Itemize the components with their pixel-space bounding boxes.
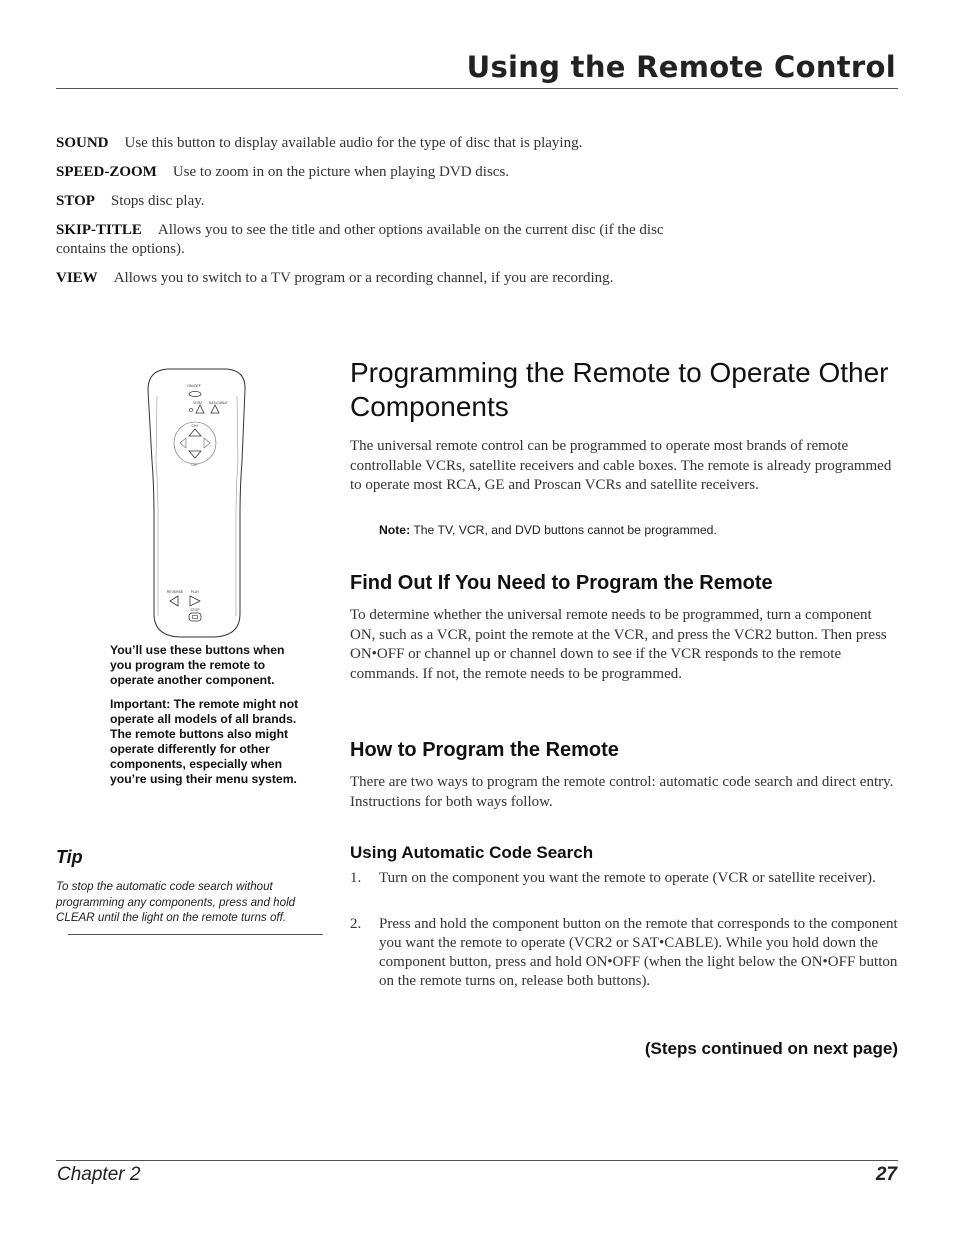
definition-term: VIEW xyxy=(56,270,98,286)
tip-divider xyxy=(68,934,323,935)
step-text: Press and hold the component button on the remote that corresponds to the component you want the remote to operate (VCR2 or SAT•CABLE). While you hold down the component button, press and hold ON•OFF (when the light below the ON•OFF button on the remote turns on, release both buttons). xyxy=(379,916,898,989)
definition-text: Allows you to switch to a TV program or a recording channel, if you are recording. xyxy=(113,270,614,286)
definition-text: Use to zoom in on the picture when playing DVD discs. xyxy=(172,164,510,180)
definition-text: Use this button to display available audio for the type of disc that is playing. xyxy=(124,135,583,151)
definition-term: STOP xyxy=(56,193,95,209)
note-text: The TV, VCR, and DVD buttons cannot be programmed. xyxy=(413,523,717,537)
note-label: Note: xyxy=(379,523,411,537)
definition-term: SOUND xyxy=(56,135,109,151)
remote-label-ch-up: CH+ xyxy=(191,424,199,428)
tip-text: To stop the automatic code search without programming any components, press and hold CLEAR until the light on the remote turns off. xyxy=(56,880,296,924)
how-to-paragraph: There are two ways to program the remote control: automatic code search and direct entry. Instructions for both ways follow. xyxy=(350,774,894,810)
auto-search-heading: Using Automatic Code Search xyxy=(350,843,594,862)
definition-view xyxy=(56,269,736,288)
remote-label-sat-cable: SAT•CABLE xyxy=(209,401,228,405)
find-out-paragraph: To determine whether the universal remote needs to be programmed, turn a component ON, such as a VCR, point the remote at the VCR, and press the VCR2 button. Then press ON•OFF or channel up or channel down to see if the VCR responds to the remote commands. If not, the remote needs to be programmed. xyxy=(350,607,887,682)
important-caption: Important: The remote might not operate all models of all brands. The remote buttons also might operate differently for other components, especially when you’re using their menu system. xyxy=(110,697,299,786)
remote-label-reverse: REVERSE xyxy=(166,590,184,594)
remote-label-vcr2: VCR2 xyxy=(192,401,202,405)
header-divider xyxy=(56,88,898,89)
remote-label-play: PLAY xyxy=(190,590,200,594)
remote-label-ch-down: CH− xyxy=(191,463,199,467)
footer-chapter: Chapter 2 xyxy=(57,1164,141,1185)
page-number: 27 xyxy=(875,1164,897,1185)
definition-speed-zoom xyxy=(56,163,716,182)
definition-text: Allows you to see the title and other options available on the current disc (if the disc contains the options). xyxy=(56,222,664,257)
footer-divider xyxy=(56,1160,898,1161)
remote-caption: You’ll use these buttons when you program the remote to operate another component. xyxy=(110,643,285,687)
remote-label-on-off: ON•OFF xyxy=(187,384,201,388)
step-number: 2. xyxy=(350,916,362,932)
note xyxy=(379,523,717,537)
section-heading: Programming the Remote to Operate Other Components xyxy=(350,357,889,422)
remote-label-stop: STOP xyxy=(190,608,200,612)
step-number: 1. xyxy=(350,870,362,886)
step-item xyxy=(350,915,898,991)
definition-text: Stops disc play. xyxy=(110,193,205,209)
page-header-title: Using the Remote Control xyxy=(466,50,896,84)
definition-skip-title xyxy=(56,221,706,259)
intro-paragraph: The universal remote control can be programmed to operate most brands of remote controllable VCRs, satellite receivers and cable boxes. The remote is already programmed to operate most RCA, GE and Proscan VCRs and satellite receivers. xyxy=(350,438,892,493)
step-text: Turn on the component you want the remote to operate (VCR or satellite receiver). xyxy=(379,870,876,886)
definition-term: SKIP-TITLE xyxy=(56,222,142,238)
step-item xyxy=(350,869,898,888)
find-out-heading: Find Out If You Need to Program the Remote xyxy=(350,572,773,594)
definition-sound xyxy=(56,134,716,153)
how-to-heading: How to Program the Remote xyxy=(350,739,619,761)
definition-term: SPEED-ZOOM xyxy=(56,164,157,180)
remote-control-illustration xyxy=(144,366,250,642)
definition-stop xyxy=(56,192,716,211)
steps-continued-note: (Steps continued on next page) xyxy=(644,1039,898,1058)
tip-heading: Tip xyxy=(56,847,83,867)
